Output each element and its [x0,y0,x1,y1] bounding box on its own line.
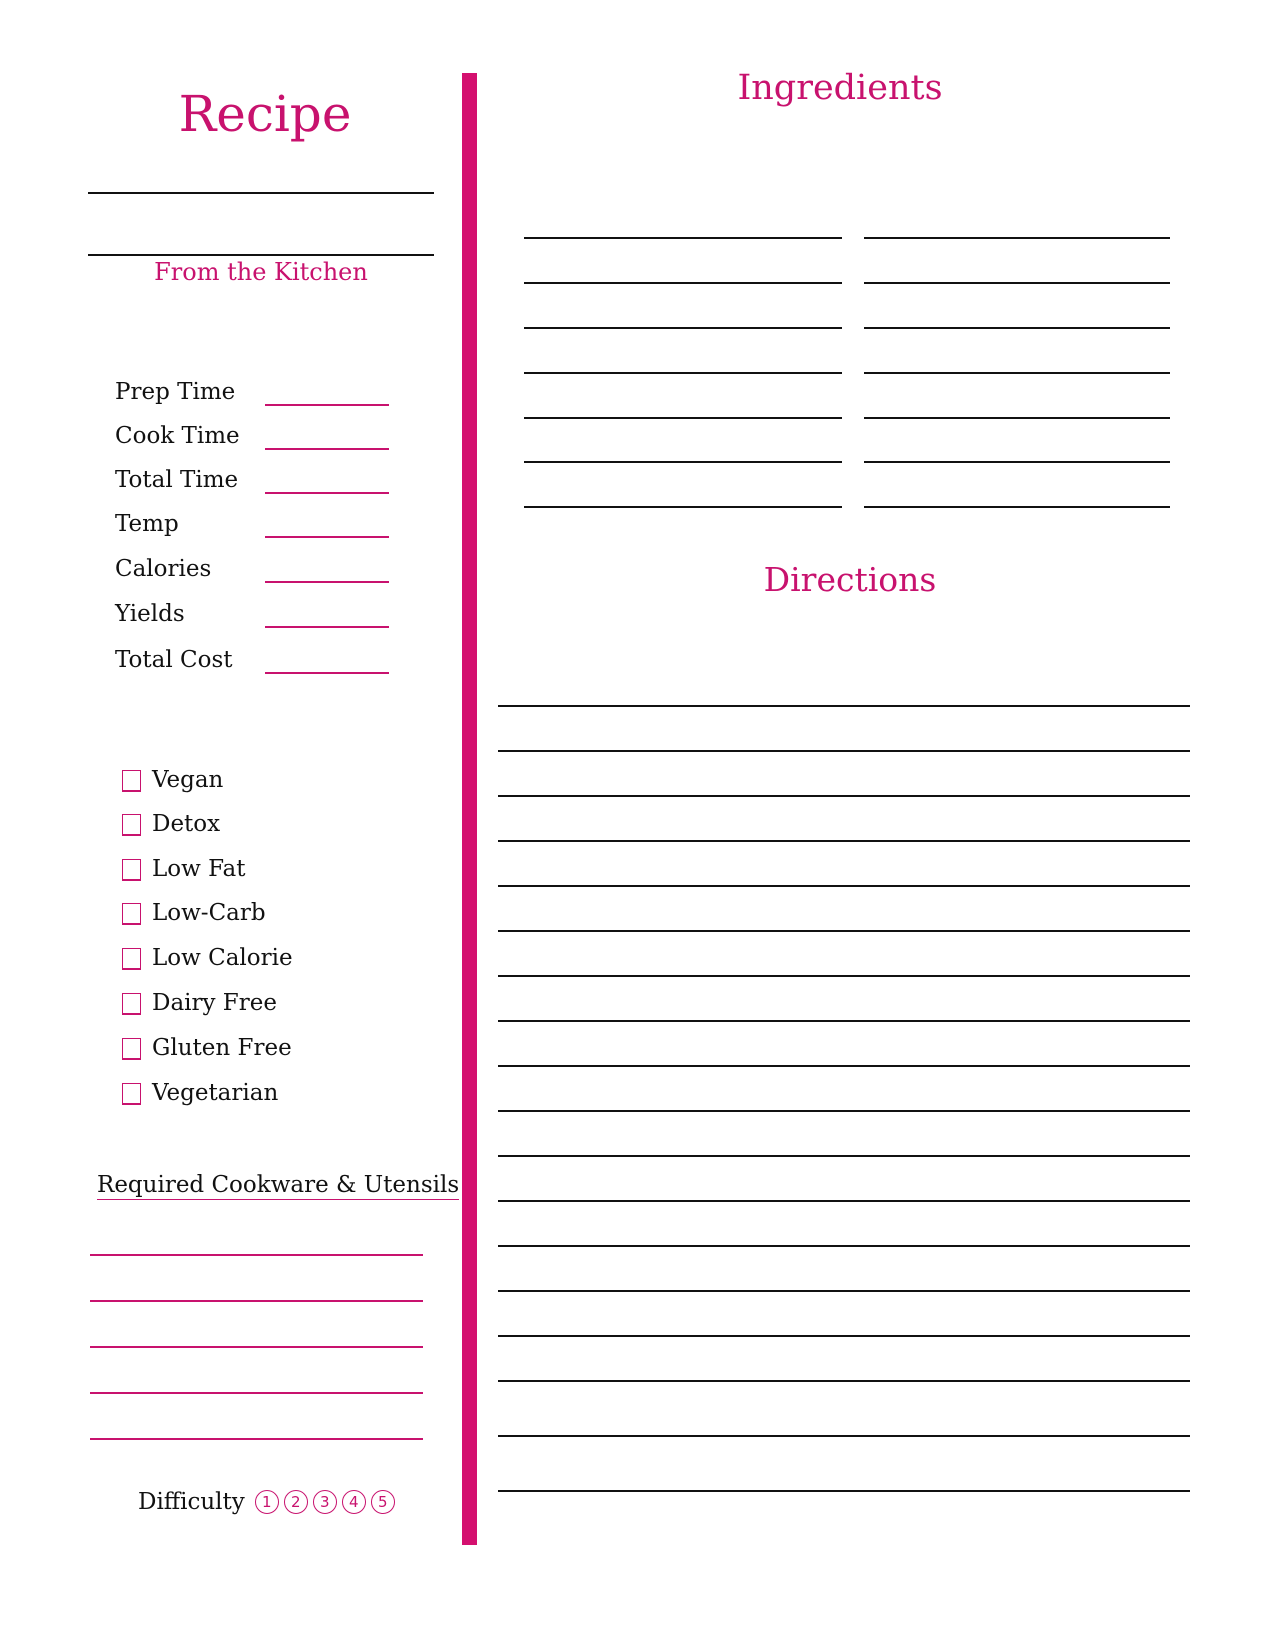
diet-option-low-calorie[interactable] [122,942,422,978]
time-label: Total Cost [115,647,233,673]
checkbox[interactable] [122,993,141,1015]
checkbox[interactable] [122,770,141,792]
time-row-total [115,464,395,500]
ingredient-line[interactable] [864,282,1170,284]
diet-option-dairy-free[interactable] [122,987,422,1023]
checkbox[interactable] [122,948,141,970]
diet-label: Low-Carb [152,900,266,926]
time-label: Yields [115,601,185,627]
ingredients-title: Ingredients [737,68,943,108]
time-blank[interactable] [265,581,389,583]
ingredient-line[interactable] [524,237,842,239]
diet-label: Dairy Free [152,990,277,1016]
checkbox[interactable] [122,903,141,925]
time-row-temp [115,508,395,544]
diet-label: Vegan [152,767,224,793]
direction-line[interactable] [498,1335,1190,1337]
checkbox[interactable] [122,859,141,881]
diet-option-low-carb[interactable] [122,897,422,933]
ingredient-line[interactable] [524,372,842,374]
direction-line[interactable] [498,795,1190,797]
ingredient-line[interactable] [864,327,1170,329]
cookware-line[interactable] [90,1254,423,1256]
diet-option-detox[interactable] [122,808,422,844]
time-blank[interactable] [265,448,389,450]
diet-option-vegetarian[interactable] [122,1077,422,1113]
checkbox[interactable] [122,1038,141,1060]
recipe-name-line-2[interactable] [88,254,434,256]
time-blank[interactable] [265,672,389,674]
direction-line[interactable] [498,930,1190,932]
direction-line[interactable] [498,1065,1190,1067]
diet-label: Vegetarian [152,1080,279,1106]
ingredient-line[interactable] [524,506,842,508]
diet-label: Low Calorie [152,945,293,971]
time-row-cook [115,420,395,456]
time-label: Calories [115,556,212,582]
checkbox[interactable] [122,1083,141,1105]
direction-line[interactable] [498,1200,1190,1202]
direction-line[interactable] [498,885,1190,887]
ingredient-line[interactable] [864,461,1170,463]
time-label: Temp [115,511,179,537]
ingredient-line[interactable] [864,237,1170,239]
ingredient-line[interactable] [524,461,842,463]
diet-label: Low Fat [152,856,246,882]
cookware-line[interactable] [90,1438,423,1440]
direction-line[interactable] [498,1490,1190,1492]
diet-option-vegan[interactable] [122,764,422,800]
difficulty-level-4[interactable]: 4 [342,1490,366,1514]
ingredient-line[interactable] [864,417,1170,419]
direction-line[interactable] [498,750,1190,752]
recipe-subtitle: From the Kitchen [154,258,368,286]
time-row-prep [115,376,395,412]
time-blank[interactable] [265,626,389,628]
time-label: Total Time [115,467,239,493]
direction-line[interactable] [498,840,1190,842]
direction-line[interactable] [498,1110,1190,1112]
column-divider [462,73,477,1545]
cookware-line[interactable] [90,1392,423,1394]
recipe-name-line-1[interactable] [88,192,434,194]
difficulty-level-5[interactable]: 5 [371,1490,395,1514]
ingredient-line[interactable] [864,372,1170,374]
time-row-yields [115,598,395,634]
time-row-cost [115,644,395,680]
time-label: Cook Time [115,423,240,449]
time-row-calories [115,553,395,589]
direction-line[interactable] [498,705,1190,707]
time-blank[interactable] [265,492,389,494]
ingredient-line[interactable] [864,506,1170,508]
time-label: Prep Time [115,379,236,405]
time-blank[interactable] [265,404,389,406]
diet-label: Detox [152,811,221,837]
ingredient-line[interactable] [524,417,842,419]
difficulty-rating [138,1488,395,1515]
diet-option-gluten-free[interactable] [122,1032,422,1068]
cookware-title: Required Cookware & Utensils [97,1172,460,1198]
difficulty-level-2[interactable]: 2 [284,1490,308,1514]
time-blank[interactable] [265,536,389,538]
difficulty-level-3[interactable]: 3 [313,1490,337,1514]
difficulty-label: Difficulty [138,1489,245,1515]
ingredient-line[interactable] [524,327,842,329]
cookware-line[interactable] [90,1300,423,1302]
direction-line[interactable] [498,1380,1190,1382]
ingredient-line[interactable] [524,282,842,284]
direction-line[interactable] [498,975,1190,977]
checkbox[interactable] [122,814,141,836]
recipe-title: Recipe [178,85,352,143]
direction-line[interactable] [498,1435,1190,1437]
diet-option-low-fat[interactable] [122,853,422,889]
directions-title: Directions [763,560,937,599]
direction-line[interactable] [498,1245,1190,1247]
direction-line[interactable] [498,1290,1190,1292]
cookware-line[interactable] [90,1346,423,1348]
difficulty-level-1[interactable]: 1 [255,1490,279,1514]
direction-line[interactable] [498,1020,1190,1022]
direction-line[interactable] [498,1155,1190,1157]
diet-label: Gluten Free [152,1035,292,1061]
